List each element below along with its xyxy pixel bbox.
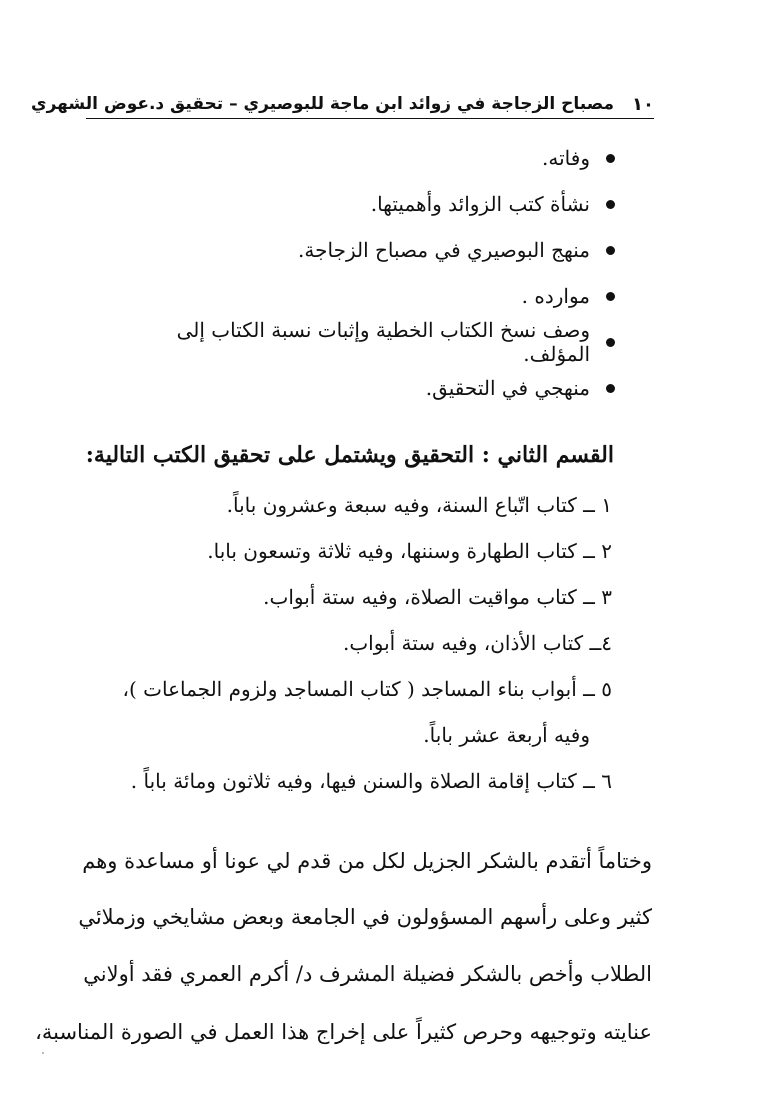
bullet-item — [135, 365, 615, 411]
book-item: ١ ــ كتاب اتّباع السنة، وفيه سبعة وعشرون باباً. — [226, 493, 612, 517]
bullet-item — [135, 227, 615, 273]
bullet-list — [135, 135, 615, 411]
bullet-icon — [606, 246, 615, 255]
paragraph-line: وختاماً أتقدم بالشكر الجزيل لكل من قدم لي عونا أو مساعدة وهم — [82, 848, 652, 873]
bullet-text: منهج البوصيري في مصباح الزجاجة. — [298, 238, 590, 262]
book-item-continuation: وفيه أربعة عشر باباً. — [423, 723, 590, 747]
closing-paragraph — [35, 832, 652, 1060]
bullet-text: نشأة كتب الزوائد وأهميتها. — [370, 192, 590, 216]
bullet-text: وفاته. — [542, 146, 590, 170]
book-item: ٥ ــ أبواب بناء المساجد ( كتاب المساجد ولزوم الجماعات )، — [122, 677, 612, 701]
header-title: مصباح الزجاجة في زوائد ابن ماجة للبوصيري – تحقيق د.عوض الشهري — [31, 94, 615, 114]
bullet-icon — [606, 200, 615, 209]
book-item: ٢ ــ كتاب الطهارة وسننها، وفيه ثلاثة وتسعون بابا. — [207, 539, 612, 563]
paragraph-line: كثير وعلى رأسهم المسؤولون في الجامعة وبعض مشايخي وزملائي — [78, 905, 652, 929]
book-item: ٦ ــ كتاب إقامة الصلاة والسنن فيها، وفيه ثلاثون ومائة باباً . — [130, 769, 612, 793]
section-heading: القسم الثاني : التحقيق ويشتمل على تحقيق الكتب التالية: — [85, 442, 614, 468]
paragraph-line: عنايته وتوجيهه وحرص كثيراً على إخراج هذا العمل في الصورة المناسبة، — [35, 1019, 652, 1044]
book-item: ٤ــ كتاب الأذان، وفيه ستة أبواب. — [343, 631, 612, 655]
bullet-item — [135, 273, 615, 319]
bullet-item — [135, 319, 615, 365]
books-list — [52, 482, 612, 804]
bullet-text: منهجي في التحقيق. — [425, 376, 590, 400]
scan-speck — [42, 1052, 44, 1054]
bullet-item — [135, 135, 615, 181]
bullet-item — [135, 181, 615, 227]
bullet-text: موارده . — [521, 284, 590, 308]
bullet-icon — [606, 338, 615, 347]
bullet-icon — [606, 292, 615, 301]
page-number: ١٠ — [632, 93, 654, 115]
bullet-icon — [606, 384, 615, 393]
paragraph-line: الطلاب وأخص بالشكر فضيلة المشرف د/ أكرم العمري فقد أولاني — [83, 962, 652, 986]
bullet-icon — [606, 154, 615, 163]
book-item: ٣ ــ كتاب مواقيت الصلاة، وفيه ستة أبواب. — [263, 585, 612, 609]
running-header — [31, 90, 654, 119]
bullet-text: وصف نسخ الكتاب الخطية وإثبات نسبة الكتاب إلى المؤلف. — [176, 318, 590, 366]
